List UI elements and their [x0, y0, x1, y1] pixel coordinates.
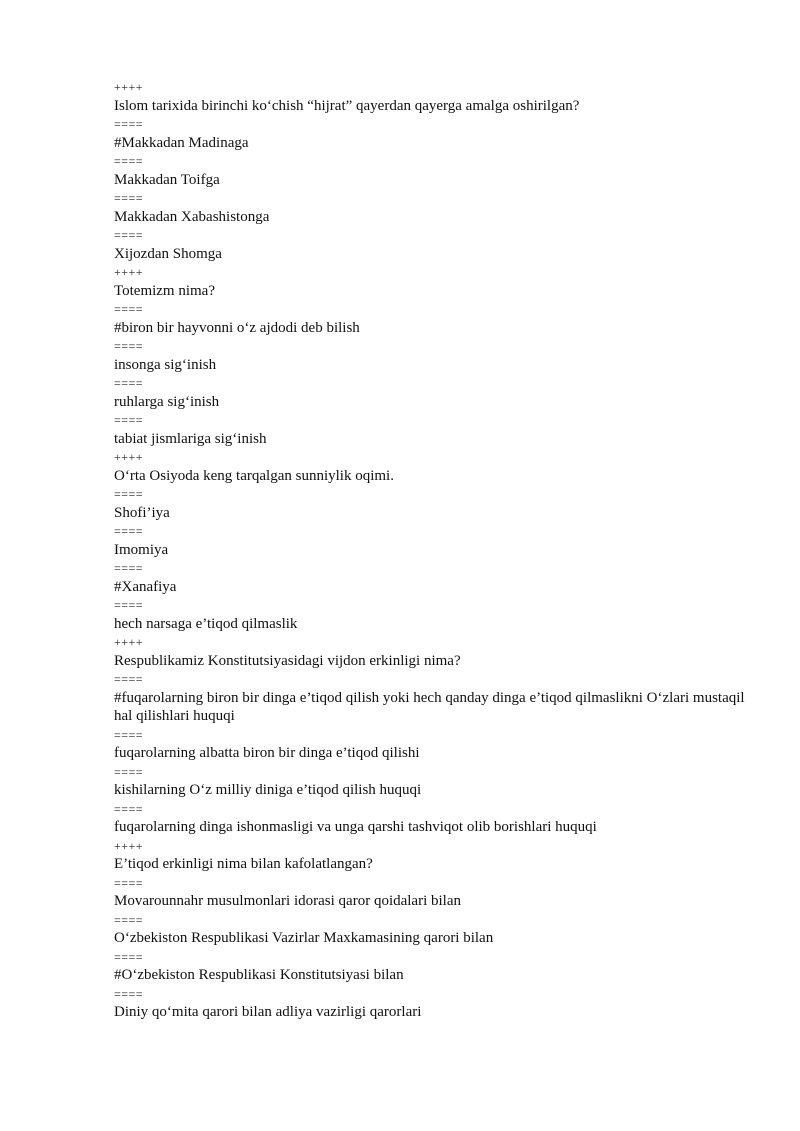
text-line: O‘zbekiston Respublikasi Vazirlar Maxkamasining qarori bilan: [114, 930, 494, 946]
text-line: Movarounnahr musulmonlari idorasi qaror qoidalari bilan: [114, 893, 461, 909]
separator-line: ====: [114, 727, 144, 742]
separator-line: ====: [114, 524, 144, 538]
separator-line: ====: [114, 598, 144, 612]
text-line: hech narsaga e’tiqod qilmaslik: [114, 615, 298, 632]
text-line: ruhlarga sig‘inish: [114, 393, 220, 410]
text-line: #O‘zbekiston Respublikasi Konstitutsiyasi bilan: [114, 967, 404, 983]
separator-line: ====: [114, 413, 144, 427]
text-line: Makkadan Toifga: [114, 171, 220, 188]
text-line: fuqarolarning albatta biron bir dinga e’tiqod qilishi: [114, 745, 420, 761]
document-body: [114, 78, 754, 1022]
separator-line: ++++: [114, 635, 144, 649]
separator-line: ====: [114, 672, 144, 686]
separator-line: ++++: [114, 838, 144, 853]
text-line: kishilarning O‘z milliy diniga e’tiqod qilish huquqi: [114, 782, 422, 798]
separator-line: ====: [114, 154, 144, 168]
separator-line: ====: [114, 302, 144, 316]
separator-line: ====: [114, 117, 144, 131]
text-line: tabiat jismlariga sig‘inish: [114, 430, 267, 447]
separator-line: ====: [114, 875, 144, 890]
separator-line: ====: [114, 339, 144, 353]
text-line: Makkadan Xabashistonga: [114, 208, 270, 225]
separator-line: ====: [114, 949, 144, 964]
separator-line: ++++: [114, 265, 144, 279]
text-line: Totemizm nima?: [114, 282, 216, 299]
separator-line: ====: [114, 986, 144, 1001]
text-line: insonga sig‘inish: [114, 356, 217, 373]
text-line: Diniy qo‘mita qarori bilan adliya vazirligi qarorlari: [114, 1004, 422, 1020]
text-line: fuqarolarning dinga ishonmasligi va unga qarshi tashviqot olib borishlari huquqi: [114, 819, 597, 835]
separator-line: ====: [114, 561, 144, 575]
separator-line: ++++: [114, 80, 144, 94]
separator-line: ====: [114, 228, 144, 242]
text-line: Imomiya: [114, 541, 169, 558]
text-line: E’tiqod erkinligi nima bilan kafolatlangan?: [114, 856, 373, 872]
separator-line: ++++: [114, 450, 144, 464]
text-line: Islom tarixida birinchi ko‘chish “hijrat” qayerdan qayerga amalga oshirilgan?: [114, 97, 580, 114]
separator-line: ====: [114, 376, 144, 390]
separator-line: ====: [114, 912, 144, 927]
text-line: #Makkadan Madinaga: [114, 134, 249, 151]
separator-line: ====: [114, 487, 144, 501]
separator-line: ====: [114, 764, 144, 779]
separator-line: ====: [114, 801, 144, 816]
text-line: Xijozdan Shomga: [114, 245, 222, 262]
text-line: Respublikamiz Konstitutsiyasidagi vijdon erkinligi nima?: [114, 652, 461, 669]
text-line: O‘rta Osiyoda keng tarqalgan sunniylik oqimi.: [114, 467, 394, 484]
separator-line: ====: [114, 191, 144, 205]
text-line: #fuqarolarning biron bir dinga e’tiqod qilish yoki hech qanday dinga e’tiqod qilmaslikni O‘zlari mustaqil hal qilishlari huquqi: [114, 689, 745, 724]
text-line: Shofi’iya: [114, 504, 170, 521]
text-line: #biron bir hayvonni o‘z ajdodi deb bilish: [114, 319, 360, 336]
text-line: #Xanafiya: [114, 578, 177, 595]
